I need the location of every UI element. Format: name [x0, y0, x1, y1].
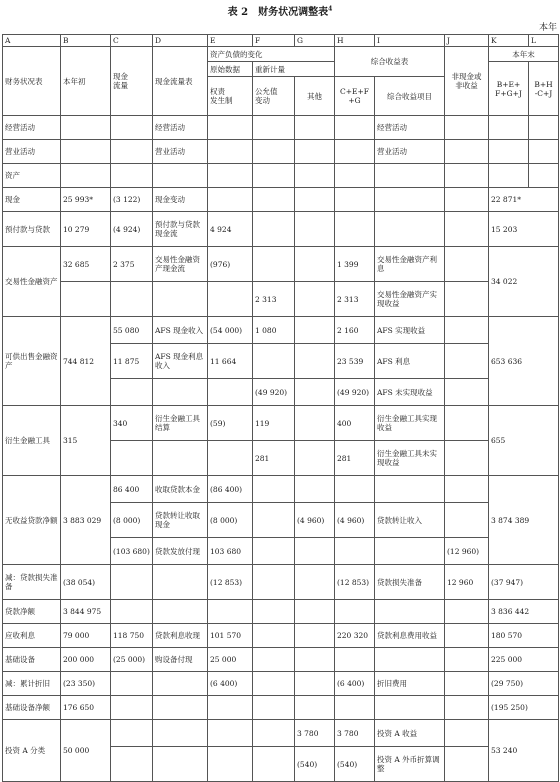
table-cell — [153, 600, 208, 624]
table-cell: 23 539 — [335, 344, 375, 379]
table-row — [3, 648, 559, 672]
table-cell: 衍生金融工具 — [3, 406, 61, 476]
table-cell — [153, 379, 208, 406]
table-cell: 贷款利息收现 — [153, 624, 208, 648]
col-letter: L — [529, 35, 559, 47]
table-cell — [335, 140, 375, 164]
table-cell: (4 960) — [335, 503, 375, 538]
table-cell — [111, 116, 153, 140]
table-cell: 744 812 — [61, 317, 111, 406]
table-cell: 340 — [111, 406, 153, 441]
table-cell: 101 570 — [208, 624, 253, 648]
table-cell: (86 400) — [208, 476, 253, 503]
table-row — [3, 600, 559, 624]
table-cell: 11 664 — [208, 344, 253, 379]
table-cell: 2 160 — [335, 317, 375, 344]
table-cell — [253, 164, 295, 188]
column-letter-row — [3, 35, 559, 47]
table-cell — [445, 624, 489, 648]
table-cell: (6 400) — [335, 672, 375, 696]
col-letter: A — [3, 35, 61, 47]
header-e-group: 原始数据 — [208, 62, 253, 77]
table-cell: (38 054) — [61, 565, 111, 600]
table-cell — [61, 140, 111, 164]
header-row-1 — [3, 47, 559, 62]
table-cell — [153, 164, 208, 188]
table-cell: 180 570 — [489, 624, 559, 648]
table-cell: 投资 A 外币折算调整 — [375, 747, 445, 782]
table-cell — [375, 188, 445, 212]
table-cell: 200 000 — [61, 648, 111, 672]
table-cell — [445, 317, 489, 344]
table-cell: 32 685 — [61, 247, 111, 282]
table-cell — [335, 600, 375, 624]
table-cell: (4 924) — [111, 212, 153, 247]
table-cell — [111, 441, 153, 476]
table-cell — [208, 441, 253, 476]
table-cell: 225 000 — [489, 648, 559, 672]
table-cell: (6 400) — [208, 672, 253, 696]
table-cell: 11 875 — [111, 344, 153, 379]
table-cell — [153, 720, 208, 747]
table-cell — [375, 164, 445, 188]
table-cell: 653 636 — [489, 317, 559, 406]
title-footnote: 4 — [328, 5, 333, 13]
table-cell: 103 680 — [208, 538, 253, 565]
table-cell — [208, 164, 253, 188]
col-letter: F — [253, 35, 295, 47]
table-cell — [111, 672, 153, 696]
table-cell — [208, 600, 253, 624]
table-cell — [153, 672, 208, 696]
table-cell — [61, 116, 111, 140]
table-cell — [111, 747, 153, 782]
table-cell: 贷款转让收取现金 — [153, 503, 208, 538]
table-cell: 12 960 — [445, 565, 489, 600]
header-k: B+E+ F+G+J — [489, 62, 529, 116]
table-cell — [295, 648, 335, 672]
header-j: 非现金或 非收益 — [445, 47, 489, 116]
table-cell: 34 022 — [489, 247, 559, 317]
table-cell — [295, 247, 335, 282]
table-cell: AFS 实现收益 — [375, 317, 445, 344]
table-cell — [153, 282, 208, 317]
col-letter: I — [375, 35, 445, 47]
table-cell — [295, 696, 335, 720]
col-letter: J — [445, 35, 489, 47]
table-cell: 3 836 442 — [489, 600, 559, 624]
table-cell: AFS 未实现收益 — [375, 379, 445, 406]
financial-position-adjustment-table — [2, 34, 559, 782]
table-cell — [335, 538, 375, 565]
table-cell — [111, 164, 153, 188]
table-cell: 基础设备 — [3, 648, 61, 672]
table-row — [3, 720, 559, 747]
table-cell: (59) — [208, 406, 253, 441]
table-cell — [61, 164, 111, 188]
table-row — [3, 317, 559, 344]
table-cell: 投资 A 分类 — [3, 720, 61, 782]
table-cell — [295, 116, 335, 140]
header-f: 公允值 变动 — [253, 77, 295, 116]
table-cell: 交易性金融资产 — [3, 247, 61, 317]
table-cell: 25 993* — [61, 188, 111, 212]
table-cell — [253, 624, 295, 648]
table-cell — [295, 476, 335, 503]
table-cell — [445, 441, 489, 476]
table-cell — [253, 747, 295, 782]
col-letter: C — [111, 35, 153, 47]
table-cell — [529, 164, 559, 188]
table-cell: (103 680) — [111, 538, 153, 565]
table-cell: (12 853) — [208, 565, 253, 600]
col-letter: K — [489, 35, 529, 47]
col-letter: B — [61, 35, 111, 47]
table-cell — [445, 188, 489, 212]
table-cell: 53 240 — [489, 720, 559, 782]
table-cell: 收取贷款本金 — [153, 476, 208, 503]
table-cell — [253, 344, 295, 379]
table-cell: 资产 — [3, 164, 61, 188]
header-hi: 综合收益表 — [335, 47, 445, 77]
unit-label: 本年 — [538, 23, 557, 33]
table-cell — [153, 747, 208, 782]
table-cell — [489, 140, 529, 164]
table-cell: 22 871* — [489, 188, 559, 212]
table-cell — [295, 600, 335, 624]
table-cell — [445, 247, 489, 282]
table-cell — [111, 379, 153, 406]
table-cell — [445, 164, 489, 188]
col-letter: E — [208, 35, 253, 47]
table-cell — [208, 140, 253, 164]
table-cell: (23 350) — [61, 672, 111, 696]
table-cell — [445, 672, 489, 696]
table-cell: 10 279 — [61, 212, 111, 247]
header-fg-group: 重新计量 — [253, 62, 335, 77]
table-cell: 281 — [335, 441, 375, 476]
header-c: 现金 流量 — [111, 47, 153, 116]
table-cell: 3 883 029 — [61, 476, 111, 565]
table-cell: 15 203 — [489, 212, 559, 247]
table-cell — [375, 538, 445, 565]
table-cell — [208, 379, 253, 406]
table-cell: 经营活动 — [153, 116, 208, 140]
table-cell — [111, 140, 153, 164]
header-g: 其他 — [295, 77, 335, 116]
table-cell: (8 000) — [208, 503, 253, 538]
table-cell: 贷款转让收入 — [375, 503, 445, 538]
table-cell: 可供出售金融资产 — [3, 317, 61, 406]
table-cell: 交易性金融资产实现收益 — [375, 282, 445, 317]
table-cell — [153, 441, 208, 476]
table-cell — [111, 696, 153, 720]
table-cell: 无收益贷款净额 — [3, 476, 61, 565]
table-cell: 减：累计折旧 — [3, 672, 61, 696]
table-cell: 118 750 — [111, 624, 153, 648]
table-cell: 55 080 — [111, 317, 153, 344]
table-cell: 预付款与贷款 — [3, 212, 61, 247]
table-row — [3, 116, 559, 140]
table-cell: AFS 现金利息收入 — [153, 344, 208, 379]
table-cell: 400 — [335, 406, 375, 441]
table-cell — [445, 140, 489, 164]
table-cell — [111, 600, 153, 624]
table-cell: 655 — [489, 406, 559, 476]
table-cell: 预付款与贷款现金流 — [153, 212, 208, 247]
table-cell — [295, 565, 335, 600]
table-cell: 现金变动 — [153, 188, 208, 212]
table-cell — [489, 116, 529, 140]
table-cell — [445, 476, 489, 503]
table-cell — [335, 648, 375, 672]
table-cell — [335, 116, 375, 140]
table-cell — [445, 696, 489, 720]
table-cell — [295, 164, 335, 188]
table-cell — [253, 720, 295, 747]
table-cell: 86 400 — [111, 476, 153, 503]
table-cell: 2 313 — [335, 282, 375, 317]
table-cell — [253, 247, 295, 282]
table-cell — [253, 696, 295, 720]
table-cell: 营业活动 — [375, 140, 445, 164]
table-cell — [335, 696, 375, 720]
table-cell — [253, 140, 295, 164]
table-cell — [253, 503, 295, 538]
table-cell — [335, 212, 375, 247]
table-cell: 衍生金融工具未实现收益 — [375, 441, 445, 476]
header-a: 财务状况表 — [3, 47, 61, 116]
table-cell — [445, 600, 489, 624]
table-cell — [295, 624, 335, 648]
table-cell — [375, 696, 445, 720]
table-cell: (29 750) — [489, 672, 559, 696]
table-cell: (4 960) — [295, 503, 335, 538]
header-l: B+H -C+J — [529, 62, 559, 116]
table-cell: 经营活动 — [3, 116, 61, 140]
table-cell: 交易性金融资产现金流 — [153, 247, 208, 282]
table-cell: 281 — [253, 441, 295, 476]
table-cell: 176 650 — [61, 696, 111, 720]
table-row — [3, 565, 559, 600]
table-cell — [445, 116, 489, 140]
table-cell — [111, 720, 153, 747]
table-row — [3, 164, 559, 188]
table-cell — [295, 672, 335, 696]
table-cell: 3 874 389 — [489, 476, 559, 565]
table-cell: (3 122) — [111, 188, 153, 212]
table-cell — [253, 600, 295, 624]
table-cell: (195 250) — [489, 696, 559, 720]
table-cell — [208, 188, 253, 212]
table-cell — [153, 565, 208, 600]
table-cell — [375, 476, 445, 503]
table-cell — [295, 344, 335, 379]
table-cell: 折旧费用 — [375, 672, 445, 696]
table-cell — [208, 747, 253, 782]
table-cell: 减：贷款损失准备 — [3, 565, 61, 600]
table-cell — [295, 188, 335, 212]
table-cell: 220 320 — [335, 624, 375, 648]
table-cell — [208, 696, 253, 720]
table-cell — [445, 648, 489, 672]
table-cell — [445, 344, 489, 379]
table-cell: 衍生金融工具结算 — [153, 406, 208, 441]
table-cell — [61, 282, 111, 317]
table-cell — [253, 538, 295, 565]
table-cell — [295, 538, 335, 565]
table-cell: (540) — [295, 747, 335, 782]
table-cell — [445, 212, 489, 247]
table-cell: (37 947) — [489, 565, 559, 600]
col-letter: D — [153, 35, 208, 47]
table-cell — [208, 720, 253, 747]
table-cell — [489, 164, 529, 188]
table-cell: 3 844 975 — [61, 600, 111, 624]
table-cell: (12 960) — [445, 538, 489, 565]
table-cell — [445, 406, 489, 441]
table-row — [3, 282, 559, 317]
table-cell: 贷款利息费用收益 — [375, 624, 445, 648]
header-efg: 资产负债的变化 — [208, 47, 335, 62]
table-cell: 4 924 — [208, 212, 253, 247]
table-cell: 贷款损失准备 — [375, 565, 445, 600]
table-cell: (540) — [335, 747, 375, 782]
table-row — [3, 696, 559, 720]
table-cell — [253, 648, 295, 672]
table-cell: 贷款发放付现 — [153, 538, 208, 565]
table-cell: (25 000) — [111, 648, 153, 672]
table-cell — [375, 212, 445, 247]
table-row — [3, 188, 559, 212]
header-d: 现金流量表 — [153, 47, 208, 116]
table-row — [3, 212, 559, 247]
table-cell — [295, 212, 335, 247]
table-cell — [335, 188, 375, 212]
table-row — [3, 476, 559, 503]
table-cell: (8 000) — [111, 503, 153, 538]
table-cell: AFS 利息 — [375, 344, 445, 379]
table-cell: 营业活动 — [153, 140, 208, 164]
table-cell — [295, 379, 335, 406]
table-cell: (976) — [208, 247, 253, 282]
table-row — [3, 247, 559, 282]
table-cell: 基础设备净额 — [3, 696, 61, 720]
table-cell: 购设备付现 — [153, 648, 208, 672]
table-cell: (49 920) — [335, 379, 375, 406]
table-cell — [445, 720, 489, 747]
table-cell: 贷款净额 — [3, 600, 61, 624]
header-h: C+E+F +G — [335, 77, 375, 116]
table-cell: 现金 — [3, 188, 61, 212]
table-cell — [295, 441, 335, 476]
table-cell — [111, 565, 153, 600]
table-cell — [295, 406, 335, 441]
table-cell — [253, 212, 295, 247]
table-cell — [153, 696, 208, 720]
table-cell: 315 — [61, 406, 111, 476]
table-cell: 1 080 — [253, 317, 295, 344]
table-cell — [253, 672, 295, 696]
table-cell — [445, 503, 489, 538]
col-letter: G — [295, 35, 335, 47]
header-b: 本年初 — [61, 47, 111, 116]
table-cell: 2 375 — [111, 247, 153, 282]
table-cell: (49 920) — [253, 379, 295, 406]
table-cell — [208, 282, 253, 317]
col-letter: H — [335, 35, 375, 47]
table-cell — [375, 648, 445, 672]
table-cell — [335, 476, 375, 503]
table-cell: (54 000) — [208, 317, 253, 344]
table-cell: 经营活动 — [375, 116, 445, 140]
table-row — [3, 672, 559, 696]
table-cell — [253, 188, 295, 212]
table-cell — [253, 565, 295, 600]
table-cell: 2 313 — [253, 282, 295, 317]
table-cell: 交易性金融资产利息 — [375, 247, 445, 282]
table-cell: 79 000 — [61, 624, 111, 648]
header-e: 权责 发生制 — [208, 77, 253, 116]
table-cell — [111, 282, 153, 317]
table-title: 表 2 财务状况调整表$^4$ — [227, 5, 333, 18]
table-cell — [335, 164, 375, 188]
table-cell — [375, 600, 445, 624]
table-cell: 投资 A 收益 — [375, 720, 445, 747]
table-cell: 25 000 — [208, 648, 253, 672]
table-cell — [208, 116, 253, 140]
table-cell — [253, 476, 295, 503]
table-cell — [445, 379, 489, 406]
table-cell: AFS 现金收入 — [153, 317, 208, 344]
table-cell — [529, 140, 559, 164]
table-cell: 衍生金融工具实现收益 — [375, 406, 445, 441]
table-cell: 50 000 — [61, 720, 111, 782]
header-i: 综合收益项目 — [375, 77, 445, 116]
table-cell — [295, 140, 335, 164]
header-kl: 本年末 — [489, 47, 559, 62]
table-cell — [295, 317, 335, 344]
table-cell: 3 780 — [335, 720, 375, 747]
table-cell — [529, 116, 559, 140]
table-cell — [445, 282, 489, 317]
table-cell: (12 853) — [335, 565, 375, 600]
table-row — [3, 140, 559, 164]
table-row — [3, 624, 559, 648]
table-cell: 应收利息 — [3, 624, 61, 648]
table-cell — [253, 116, 295, 140]
table-cell: 119 — [253, 406, 295, 441]
table-row — [3, 406, 559, 441]
table-cell: 营业活动 — [3, 140, 61, 164]
table-cell: 3 780 — [295, 720, 335, 747]
table-cell — [295, 282, 335, 317]
table-cell — [445, 747, 489, 782]
table-cell: 1 399 — [335, 247, 375, 282]
